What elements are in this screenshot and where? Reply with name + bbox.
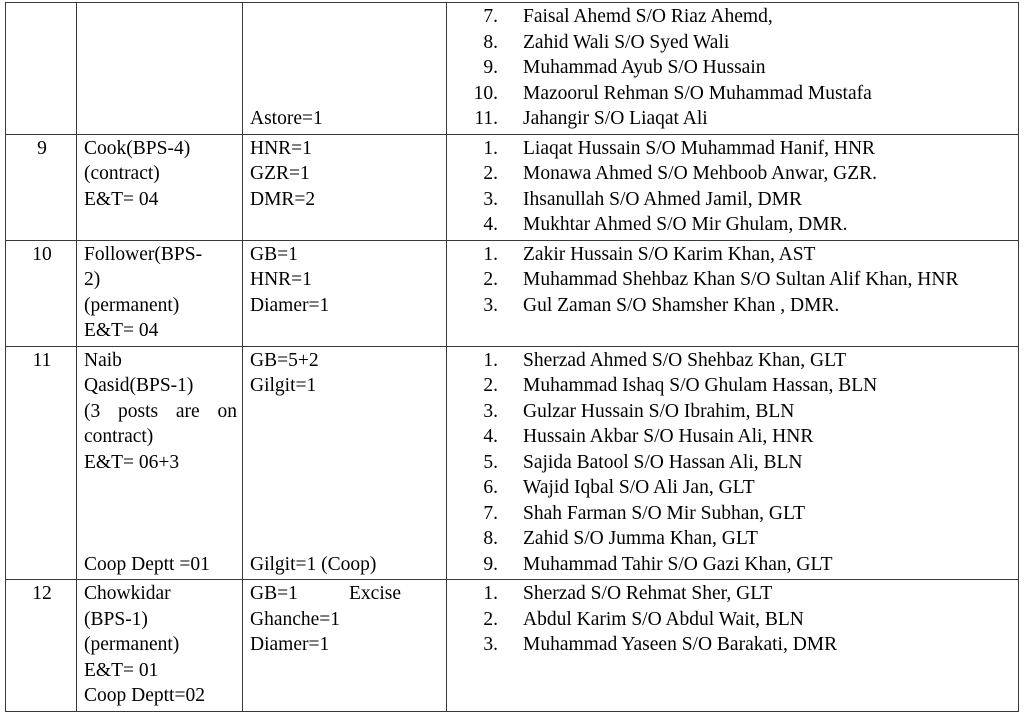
post-line: (BPS-1) <box>84 608 148 630</box>
post-line: Coop Deptt=02 <box>84 685 205 706</box>
post-line: E&T= 01 <box>84 659 159 681</box>
list-item-text: Jahangir S/O Liaqat Ali <box>523 108 708 129</box>
list-item-number: 6. <box>483 477 498 498</box>
list-item-text: Zakir Hussain S/O Karim Khan, AST <box>523 243 816 265</box>
row-post-cell <box>77 580 243 712</box>
list-item-number: 2. <box>483 375 498 396</box>
list-item <box>454 106 1013 132</box>
row-serial-number: 11 <box>6 346 77 580</box>
post-line: Chowkidar <box>84 583 171 604</box>
list-item-number: 2. <box>483 163 498 184</box>
post-tail-line: Coop Deptt =01 <box>84 553 210 575</box>
list-item <box>454 161 1013 187</box>
post-line: E&T= 04 <box>84 320 159 341</box>
district-line-left: GB=1 <box>250 583 298 604</box>
list-item <box>454 136 1013 162</box>
district-line: Astore=1 <box>250 108 323 129</box>
list-item-text: Muhammad Shehbaz Khan S/O Sultan Alif Khan, HNR <box>523 269 959 290</box>
district-line: Diamer=1 <box>250 294 330 316</box>
row-names-cell <box>447 3 1019 135</box>
list-item <box>454 81 1013 107</box>
district-line: HNR=1 <box>250 137 312 159</box>
row-district-cell <box>243 580 447 712</box>
list-item-text: Muhammad Ayub S/O Hussain <box>523 57 766 78</box>
list-item-number: 3. <box>483 294 498 316</box>
row-serial-number: 9 <box>6 134 77 240</box>
list-item-text: Liaqat Hussain S/O Muhammad Hanif, HNR <box>523 137 876 159</box>
list-item-number: 1. <box>483 243 498 265</box>
district-line: GZR=1 <box>250 163 310 184</box>
list-item-number: 2. <box>483 608 498 630</box>
list-item-text: Monawa Ahmed S/O Mehboob Anwar, GZR. <box>523 163 877 184</box>
list-item-number: 8. <box>483 31 498 53</box>
district-line: Ghanche=1 <box>250 608 341 630</box>
district-line: DMR=2 <box>250 188 316 210</box>
list-item-number: 1. <box>483 349 498 371</box>
list-item <box>454 293 1013 319</box>
row-names-cell <box>447 346 1019 580</box>
list-item-text: Sherzad Ahmed S/O Shehbaz Khan, GLT <box>523 349 847 371</box>
list-item <box>454 373 1013 399</box>
list-item <box>454 30 1013 56</box>
list-item-text: Sajida Batool S/O Hassan Ali, BLN <box>523 451 803 473</box>
row-district-cell <box>243 3 447 135</box>
row-post-cell <box>77 240 243 346</box>
list-item <box>454 55 1013 81</box>
table-row <box>6 346 1019 580</box>
list-item <box>454 607 1013 633</box>
district-line: Gilgit=1 <box>250 375 317 396</box>
post-line: E&T= 04 <box>84 188 159 210</box>
post-line: Cook(BPS-4) <box>84 137 191 159</box>
list-item <box>454 501 1013 527</box>
post-line: (permanent) <box>84 634 180 655</box>
list-item-number: 1. <box>483 583 498 604</box>
list-item <box>454 632 1013 658</box>
post-line: (contract) <box>84 163 160 184</box>
list-item <box>454 581 1013 607</box>
post-line: 2) <box>84 269 101 290</box>
district-line: GB=1 <box>250 243 298 265</box>
list-item-number: 7. <box>483 6 498 27</box>
post-line: (permanent) <box>84 294 180 316</box>
list-item-number: 10. <box>473 82 498 104</box>
list-item <box>454 4 1013 30</box>
row-post-cell <box>77 134 243 240</box>
table-row <box>6 580 1019 712</box>
list-item-number: 5. <box>483 451 498 473</box>
list-item-number: 8. <box>483 528 498 549</box>
list-item-text: Mukhtar Ahmed S/O Mir Ghulam, DMR. <box>523 214 848 235</box>
list-item-text: Muhammad Tahir S/O Gazi Khan, GLT <box>523 553 833 575</box>
list-item <box>454 348 1013 374</box>
roster-table-body <box>6 3 1019 712</box>
list-item-text: Mazoorul Rehman S/O Muhammad Mustafa <box>523 82 872 104</box>
list-item-number: 7. <box>483 502 498 524</box>
post-line: Follower(BPS- <box>84 243 203 265</box>
list-item-number: 3. <box>483 634 498 655</box>
list-item <box>454 242 1013 268</box>
list-item-text: Muhammad Yaseen S/O Barakati, DMR <box>523 634 838 655</box>
table-row <box>6 240 1019 346</box>
row-names-cell <box>447 240 1019 346</box>
row-district-cell <box>243 240 447 346</box>
list-item <box>454 475 1013 501</box>
district-line: GB=5+2 <box>250 349 319 371</box>
list-item <box>454 424 1013 450</box>
list-item-number: 3. <box>483 400 498 422</box>
list-item-text: Ihsanullah S/O Ahmed Jamil, DMR <box>523 188 802 210</box>
name-list <box>454 4 1013 132</box>
district-line: HNR=1 <box>250 269 312 290</box>
list-item-number: 9. <box>483 553 498 575</box>
list-item-text: Sherzad S/O Rehmat Sher, GLT <box>523 583 773 604</box>
row-post-cell <box>77 346 243 580</box>
name-list <box>454 242 1013 319</box>
list-item <box>454 267 1013 293</box>
roster-table <box>5 2 1019 712</box>
name-list <box>454 581 1013 658</box>
district-line-split <box>250 581 441 607</box>
list-item-number: 9. <box>483 57 498 78</box>
list-item-text: Gulzar Hussain S/O Ibrahim, BLN <box>523 400 795 422</box>
post-line: Naib <box>84 349 122 371</box>
vertical-spacer <box>250 4 441 106</box>
vertical-spacer <box>250 501 441 552</box>
district-line: Diamer=1 <box>250 634 330 655</box>
row-post-cell <box>77 3 243 135</box>
list-item-text: Zahid S/O Jumma Khan, GLT <box>523 528 758 549</box>
list-item-text: Hussain Akbar S/O Husain Ali, HNR <box>523 426 814 447</box>
post-line: E&T= 06+3 <box>84 451 180 473</box>
list-item-text: Zahid Wali S/O Syed Wali <box>523 31 730 53</box>
vertical-spacer <box>250 399 441 501</box>
list-item-number: 11. <box>474 108 498 129</box>
vertical-spacer <box>84 475 237 552</box>
list-item-text: Shah Farman S/O Mir Subhan, GLT <box>523 502 806 524</box>
post-line: contract) <box>84 426 154 447</box>
district-line-right: Excise <box>349 583 401 604</box>
list-item-text: Muhammad Ishaq S/O Ghulam Hassan, BLN <box>523 375 878 396</box>
list-item <box>454 187 1013 213</box>
district-tail-line: Gilgit=1 (Coop) <box>250 553 377 575</box>
table-row <box>6 134 1019 240</box>
list-item-text: Wajid Iqbal S/O Ali Jan, GLT <box>523 477 755 498</box>
row-serial-number <box>6 3 77 135</box>
table-row <box>6 3 1019 135</box>
list-item <box>454 450 1013 476</box>
row-names-cell <box>447 580 1019 712</box>
row-district-cell <box>243 134 447 240</box>
row-district-cell <box>243 346 447 580</box>
list-item <box>454 526 1013 552</box>
list-item <box>454 212 1013 238</box>
list-item-text: Abdul Karim S/O Abdul Wait, BLN <box>523 608 804 630</box>
list-item <box>454 399 1013 425</box>
name-list <box>454 348 1013 578</box>
name-list <box>454 136 1013 238</box>
list-item <box>454 552 1013 578</box>
post-line: Qasid(BPS-1) <box>84 375 194 396</box>
list-item-number: 4. <box>483 214 498 235</box>
row-names-cell <box>447 134 1019 240</box>
list-item-number: 3. <box>483 188 498 210</box>
list-item-text: Faisal Ahemd S/O Riaz Ahemd, <box>523 6 773 27</box>
list-item-number: 2. <box>483 269 498 290</box>
row-serial-number: 12 <box>6 580 77 712</box>
list-item-number: 4. <box>483 426 498 447</box>
list-item-number: 1. <box>483 137 498 159</box>
row-serial-number: 10 <box>6 240 77 346</box>
list-item-text: Gul Zaman S/O Shamsher Khan , DMR. <box>523 294 840 316</box>
post-line: (3 posts are on <box>84 400 237 422</box>
